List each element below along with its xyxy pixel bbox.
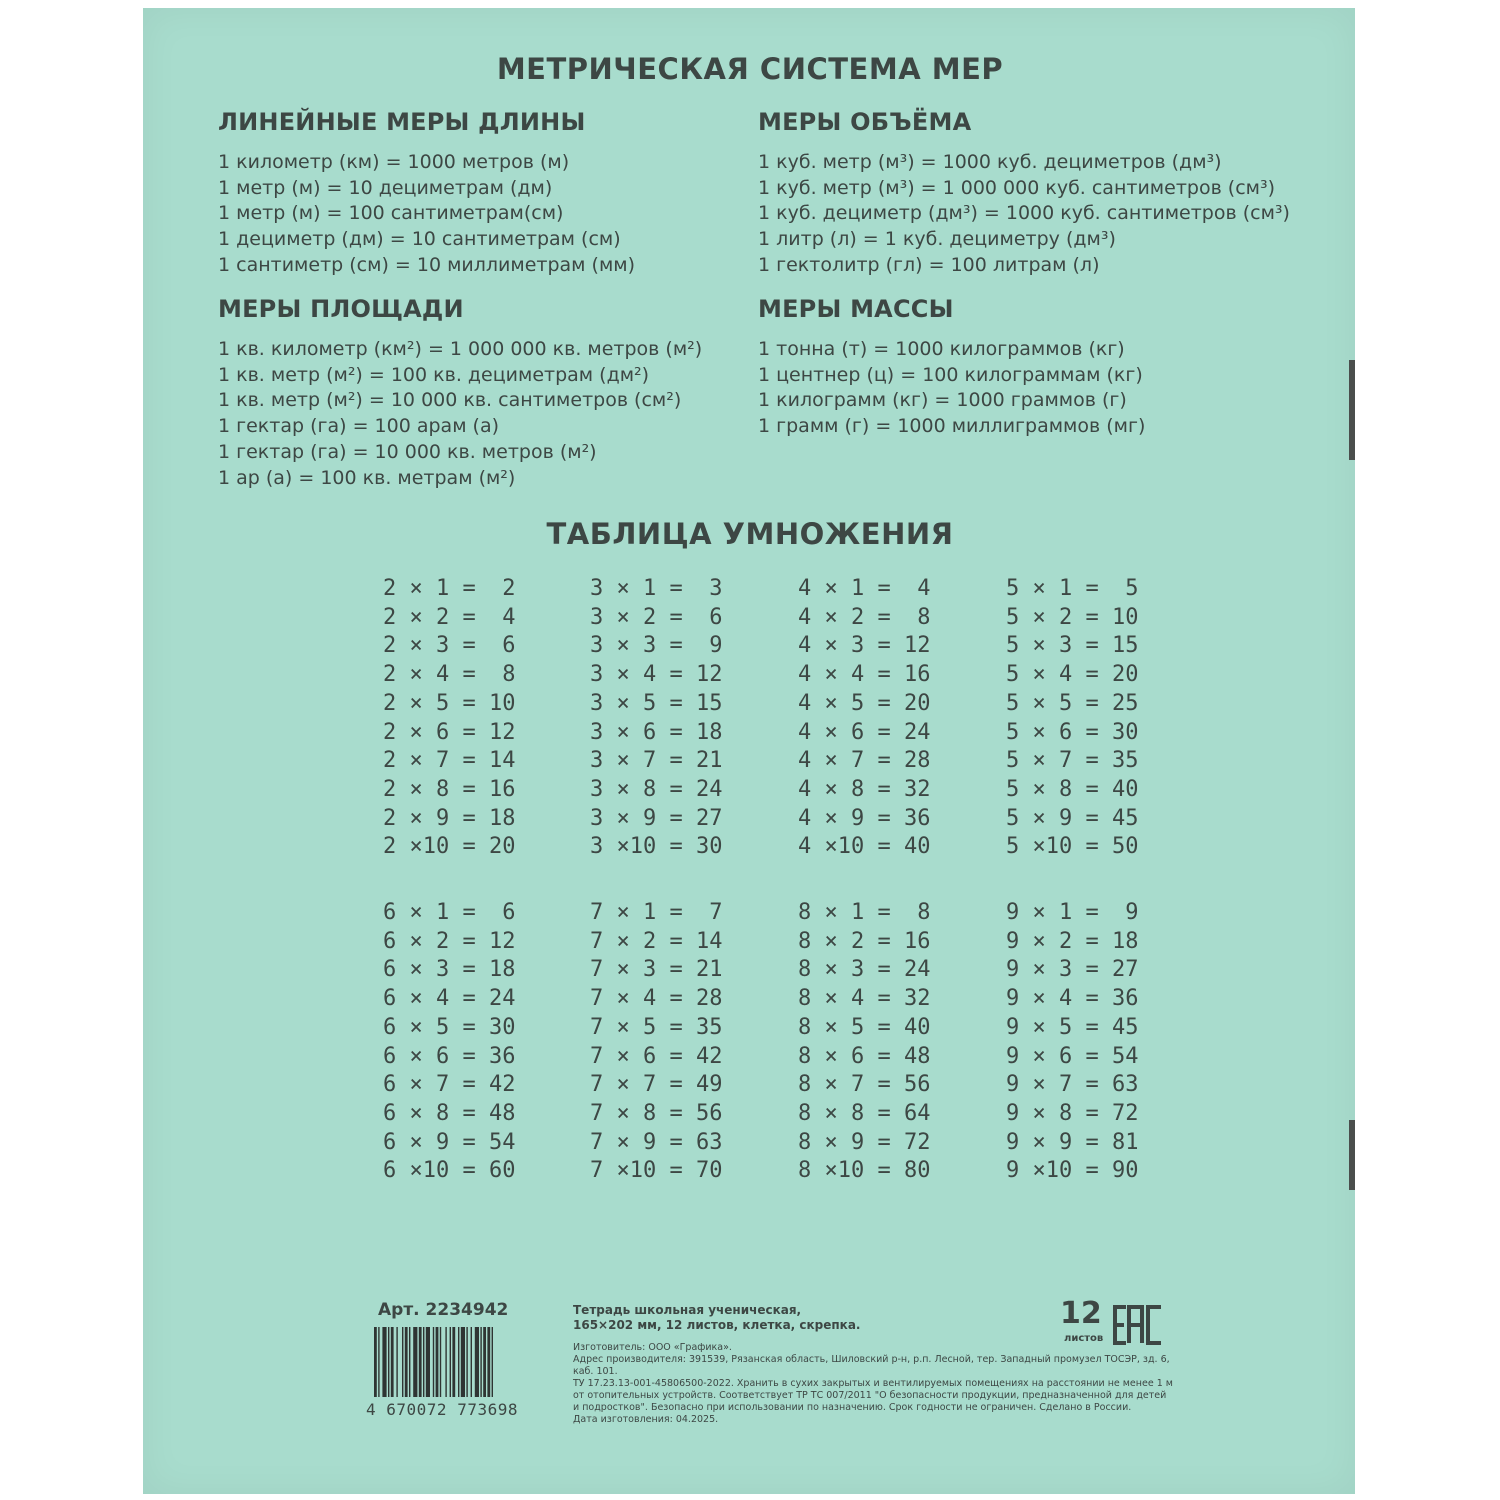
mult-row: 7 × 5 = 35 bbox=[590, 1014, 723, 1040]
barcode-bar bbox=[458, 1327, 459, 1397]
mult-row: 2 × 3 = 6 bbox=[383, 633, 516, 659]
mult-row: 3 × 9 = 27 bbox=[590, 805, 723, 831]
measure-line: 1 сантиметр (см) = 10 миллиметрам (мм) bbox=[218, 253, 636, 276]
measure-line: 1 тонна (т) = 1000 килограммов (кг) bbox=[758, 338, 1125, 360]
barcode-bar bbox=[423, 1327, 424, 1397]
mult-row: 6 ×10 = 60 bbox=[383, 1158, 516, 1184]
mult-row: 8 × 5 = 40 bbox=[798, 1014, 931, 1040]
mult-row: 9 × 4 = 36 bbox=[1006, 986, 1139, 1012]
mult-row: 3 × 5 = 15 bbox=[590, 690, 723, 716]
barcode-bar bbox=[436, 1327, 439, 1397]
mult-row: 7 × 4 = 28 bbox=[590, 986, 723, 1012]
mult-row: 7 × 9 = 63 bbox=[590, 1129, 723, 1155]
product-line: 165×202 мм, 12 листов, клетка, скрепка. bbox=[573, 1318, 861, 1332]
mult-row: 4 × 2 = 8 bbox=[798, 604, 931, 630]
barcode-number: 4 670072 773698 bbox=[366, 1400, 518, 1419]
mult-row: 5 ×10 = 50 bbox=[1006, 834, 1139, 860]
mult-row: 5 × 5 = 25 bbox=[1006, 690, 1139, 716]
section-heading: ЛИНЕЙНЫЕ МЕРЫ ДЛИНЫ bbox=[218, 108, 586, 136]
barcode-bar bbox=[466, 1327, 467, 1397]
mult-row: 2 ×10 = 20 bbox=[383, 834, 516, 860]
measure-line: 1 кв. километр (км²) = 1 000 000 кв. метров (м²) bbox=[218, 338, 703, 360]
mult-row: 4 × 1 = 4 bbox=[798, 576, 931, 601]
barcode-bar bbox=[461, 1327, 465, 1397]
mult-row: 4 × 4 = 16 bbox=[798, 662, 931, 688]
mult-row: 9 ×10 = 90 bbox=[1006, 1158, 1139, 1184]
mult-row: 6 × 9 = 54 bbox=[383, 1129, 516, 1155]
section-heading: МЕРЫ ОБЪЁМА bbox=[758, 108, 972, 136]
mult-row: 4 ×10 = 40 bbox=[798, 834, 931, 860]
mult-row: 2 × 1 = 2 bbox=[383, 576, 516, 601]
product-line: Тетрадь школьная ученическая, bbox=[573, 1303, 802, 1317]
mult-row: 7 × 3 = 21 bbox=[590, 957, 723, 983]
maker-line: ТУ 17.23.13-001-45806500-2022. Хранить в сухих закрытых и вентилируемых помещениях на расстоянии не менее 1 м bbox=[573, 1378, 1173, 1389]
barcode-bar bbox=[452, 1327, 455, 1397]
mult-row: 2 × 8 = 16 bbox=[383, 776, 516, 802]
mult-row: 3 × 6 = 18 bbox=[590, 719, 723, 745]
mult-row: 4 × 6 = 24 bbox=[798, 719, 931, 745]
barcode-bar bbox=[483, 1327, 486, 1397]
mult-row: 8 ×10 = 80 bbox=[798, 1158, 931, 1184]
barcode-bar bbox=[396, 1327, 397, 1397]
mult-row: 2 × 9 = 18 bbox=[383, 805, 516, 831]
mult-row: 6 × 6 = 36 bbox=[383, 1043, 516, 1069]
mult-row: 2 × 5 = 10 bbox=[383, 690, 516, 716]
mult-row: 9 × 6 = 54 bbox=[1006, 1043, 1139, 1069]
mult-row: 9 × 2 = 18 bbox=[1006, 928, 1139, 954]
barcode-bar bbox=[440, 1327, 441, 1397]
mult-row: 6 × 1 = 6 bbox=[383, 900, 516, 925]
mult-row: 2 × 2 = 4 bbox=[383, 604, 516, 630]
measure-line: 1 литр (л) = 1 куб. дециметру (дм³) bbox=[758, 228, 1116, 251]
barcode-bar bbox=[471, 1327, 472, 1397]
mult-row: 6 × 7 = 42 bbox=[383, 1072, 516, 1098]
mult-row: 9 × 1 = 9 bbox=[1006, 900, 1139, 925]
mult-row: 3 × 8 = 24 bbox=[590, 776, 723, 802]
page-title: МЕТРИЧЕСКАЯ СИСТЕМА МЕР bbox=[496, 52, 1004, 86]
measure-line: 1 куб. метр (м³) = 1000 куб. дециметров (дм³) bbox=[758, 151, 1222, 173]
mult-row: 4 × 5 = 20 bbox=[798, 690, 931, 716]
mult-row: 5 × 6 = 30 bbox=[1006, 719, 1139, 745]
section-heading: МЕРЫ МАССЫ bbox=[758, 295, 954, 323]
mult-row: 2 × 4 = 8 bbox=[383, 662, 516, 688]
measure-line: 1 гектолитр (гл) = 100 литрам (л) bbox=[758, 253, 1100, 276]
measure-line: 1 дециметр (дм) = 10 сантиметрам (см) bbox=[218, 228, 621, 251]
mult-row: 3 × 2 = 6 bbox=[590, 604, 723, 630]
measure-line: 1 куб. метр (м³) = 1 000 000 куб. сантиметров (см³) bbox=[758, 176, 1276, 199]
mult-row: 9 × 3 = 27 bbox=[1006, 957, 1139, 983]
mult-table-column bbox=[383, 899, 515, 1186]
barcode-bar bbox=[409, 1327, 410, 1397]
mult-row: 8 × 2 = 16 bbox=[798, 928, 931, 954]
measure-line: 1 кв. метр (м²) = 10 000 кв. сантиметров (см²) bbox=[218, 389, 682, 412]
barcode-bar bbox=[433, 1327, 434, 1397]
mult-row: 6 × 2 = 12 bbox=[383, 928, 516, 954]
product-description bbox=[573, 1303, 860, 1333]
barcode-bar bbox=[445, 1327, 446, 1397]
mult-table-column bbox=[1006, 899, 1138, 1186]
mult-row: 9 × 8 = 72 bbox=[1006, 1100, 1139, 1126]
barcode-bar bbox=[413, 1327, 417, 1397]
measure-line: 1 гектар (га) = 10 000 кв. метров (м²) bbox=[218, 440, 597, 463]
mult-row: 2 × 7 = 14 bbox=[383, 748, 516, 774]
eac-mark-icon bbox=[1112, 1303, 1164, 1347]
mult-row: 8 × 3 = 24 bbox=[798, 957, 931, 983]
mult-row: 6 × 5 = 30 bbox=[383, 1014, 516, 1040]
mult-row: 3 ×10 = 30 bbox=[590, 834, 723, 860]
sheets-label: листов bbox=[1064, 1333, 1104, 1344]
barcode-bar bbox=[391, 1327, 394, 1397]
sheets-count: 12 bbox=[1060, 1296, 1102, 1331]
measure-line: 1 центнер (ц) = 100 килограммам (кг) bbox=[758, 363, 1143, 386]
barcode-bar bbox=[405, 1327, 408, 1397]
measure-line: 1 килограмм (кг) = 1000 граммов (г) bbox=[758, 389, 1127, 412]
measure-line: 1 гектар (га) = 100 арам (а) bbox=[218, 415, 500, 438]
barcode-bar bbox=[388, 1327, 389, 1397]
mult-row: 4 × 9 = 36 bbox=[798, 805, 931, 831]
mult-row: 2 × 6 = 12 bbox=[383, 719, 516, 745]
section-heading: МЕРЫ ПЛОЩАДИ bbox=[218, 295, 464, 323]
mult-row: 7 × 6 = 42 bbox=[590, 1043, 723, 1069]
mult-row: 3 × 4 = 12 bbox=[590, 662, 723, 688]
mult-row: 4 × 7 = 28 bbox=[798, 748, 931, 774]
mult-row: 7 × 7 = 49 bbox=[590, 1072, 723, 1098]
barcode-bar bbox=[419, 1327, 422, 1397]
maker-line: от отопительных устройств. Соответствует ТР ТС 007/2011 "О безопасности продукции, предназначенной для детей bbox=[573, 1390, 1167, 1401]
measure-line: 1 грамм (г) = 1000 миллиграммов (мг) bbox=[758, 415, 1146, 438]
mult-table-column bbox=[798, 899, 930, 1186]
mult-row: 3 × 1 = 3 bbox=[590, 576, 723, 601]
article-number: Арт. 2234942 bbox=[378, 1300, 509, 1320]
barcode-bar bbox=[480, 1327, 481, 1397]
barcode-bar bbox=[450, 1327, 451, 1397]
barcode-bar bbox=[374, 1327, 377, 1397]
mult-row: 8 × 7 = 56 bbox=[798, 1072, 931, 1098]
mult-row: 3 × 7 = 21 bbox=[590, 748, 723, 774]
barcode-image bbox=[372, 1327, 552, 1397]
barcode-bar bbox=[492, 1327, 493, 1397]
mult-row: 9 × 7 = 63 bbox=[1006, 1072, 1139, 1098]
measure-line: 1 метр (м) = 100 сантиметрам(см) bbox=[218, 202, 564, 225]
multiplication-title: ТАБЛИЦА УМНОЖЕНИЯ bbox=[546, 517, 954, 551]
mult-row: 9 × 9 = 81 bbox=[1006, 1129, 1139, 1155]
mult-row: 7 × 1 = 7 bbox=[590, 900, 723, 925]
measure-line: 1 кв. метр (м²) = 100 кв. дециметрам (дм²) bbox=[218, 363, 650, 386]
mult-table-column bbox=[590, 575, 722, 862]
mult-row: 7 ×10 = 70 bbox=[590, 1158, 723, 1184]
barcode-bar bbox=[378, 1327, 379, 1397]
mult-row: 5 × 2 = 10 bbox=[1006, 604, 1139, 630]
mult-row: 5 × 8 = 40 bbox=[1006, 776, 1139, 802]
barcode-bar bbox=[402, 1327, 403, 1397]
barcode-bar bbox=[475, 1327, 479, 1397]
mult-table-column bbox=[798, 575, 930, 862]
maker-line: Изготовитель: ООО «Графика». bbox=[573, 1342, 732, 1353]
mult-row: 3 × 3 = 9 bbox=[590, 633, 723, 659]
mult-row: 8 × 6 = 48 bbox=[798, 1043, 931, 1069]
mult-row: 5 × 1 = 5 bbox=[1006, 576, 1139, 601]
mult-row: 5 × 4 = 20 bbox=[1006, 662, 1139, 688]
mult-row: 8 × 4 = 32 bbox=[798, 986, 931, 1012]
mult-row: 6 × 4 = 24 bbox=[383, 986, 516, 1012]
mult-row: 4 × 8 = 32 bbox=[798, 776, 931, 802]
mult-row: 8 × 9 = 72 bbox=[798, 1129, 931, 1155]
maker-line: Дата изготовления: 04.2025. bbox=[573, 1414, 719, 1425]
mult-row: 7 × 2 = 14 bbox=[590, 928, 723, 954]
measure-line: 1 ар (а) = 100 кв. метрам (м²) bbox=[218, 466, 516, 489]
barcode-bar bbox=[382, 1327, 386, 1397]
maker-line: Адрес производителя: 391539, Рязанская область, Шиловский р-н, р.п. Лесной, тер. Западный промузел ТОСЭР, зд. 6, каб. 101. bbox=[573, 1354, 1170, 1377]
mult-row: 5 × 3 = 15 bbox=[1006, 633, 1139, 659]
mult-table-column bbox=[1006, 575, 1138, 862]
mult-row: 4 × 3 = 12 bbox=[798, 633, 931, 659]
mult-row: 7 × 8 = 56 bbox=[590, 1100, 723, 1126]
mult-row: 9 × 5 = 45 bbox=[1006, 1014, 1139, 1040]
mult-row: 8 × 1 = 8 bbox=[798, 900, 931, 925]
mult-row: 6 × 8 = 48 bbox=[383, 1100, 516, 1126]
mult-row: 8 × 8 = 64 bbox=[798, 1100, 931, 1126]
mult-row: 6 × 3 = 18 bbox=[383, 957, 516, 983]
mult-table-column bbox=[590, 899, 722, 1186]
barcode-bar bbox=[426, 1327, 430, 1397]
measure-line: 1 метр (м) = 10 дециметрам (дм) bbox=[218, 176, 553, 199]
measure-line: 1 куб. дециметр (дм³) = 1000 куб. сантиметров (см³) bbox=[758, 202, 1290, 225]
maker-line: и подростков". Безопасно при использовании по назначению. Срок годности не ограничен. Сделано в России. bbox=[573, 1402, 1132, 1413]
measure-line: 1 километр (км) = 1000 метров (м) bbox=[218, 151, 570, 173]
mult-table-column bbox=[383, 575, 515, 862]
mult-row: 5 × 7 = 35 bbox=[1006, 748, 1139, 774]
barcode-bar bbox=[487, 1327, 490, 1397]
manufacturer-info bbox=[573, 1342, 1173, 1426]
mult-row: 5 × 9 = 45 bbox=[1006, 805, 1139, 831]
